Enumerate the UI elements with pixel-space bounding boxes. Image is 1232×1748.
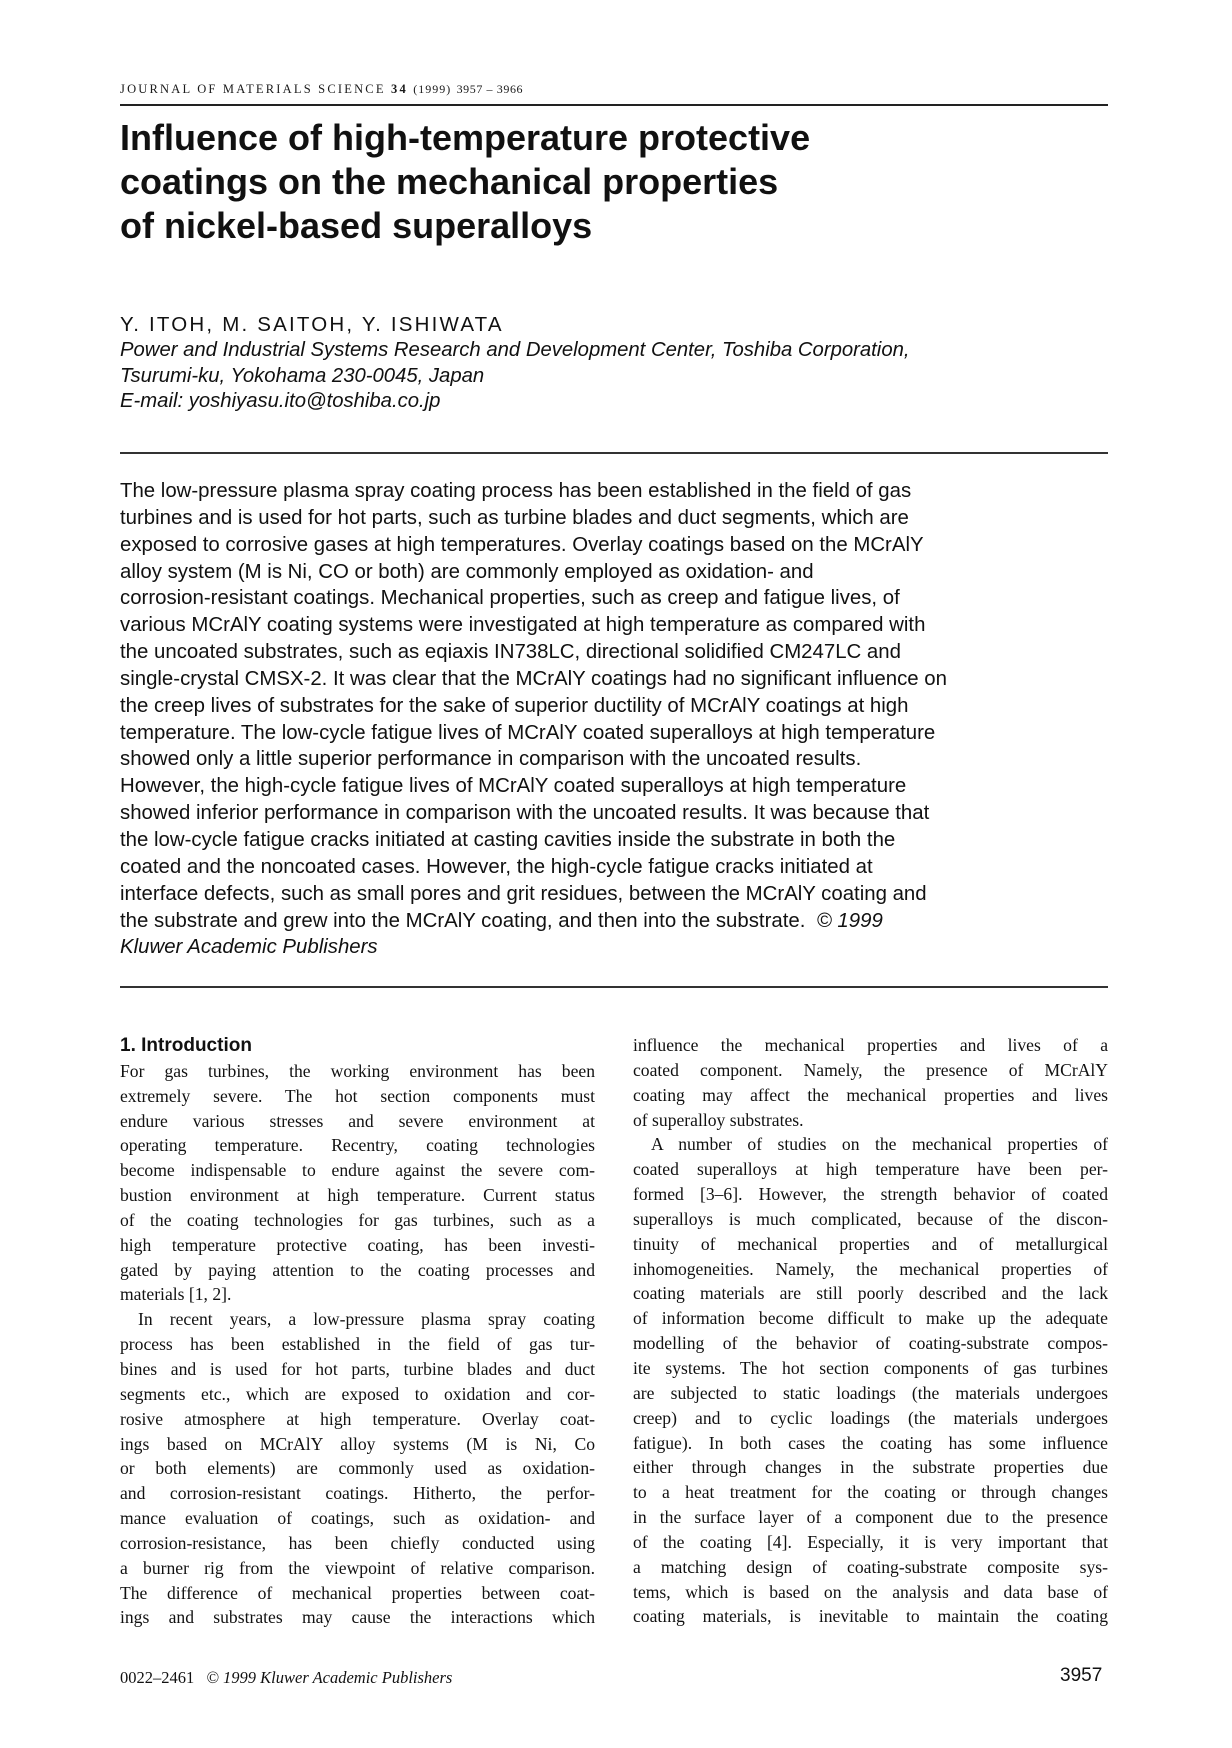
affiliation-line: Tsurumi-ku, Yokohama 230-0045, Japan	[120, 364, 485, 387]
body-line: gated by paying attention to the coating processes and	[120, 1259, 595, 1280]
body-line: coating materials, is inevitable to maintain the coating	[633, 1606, 1108, 1627]
paper-title	[120, 116, 1020, 248]
abstract-line: alloy system (M is Ni, CO or both) are commonly employed as oxidation- and	[120, 560, 814, 583]
header-rule	[120, 104, 1108, 106]
body-line: operating temperature. Recentry, coating technologies	[120, 1135, 595, 1156]
body-line: fatigue). In both cases the coating has some influence	[633, 1432, 1108, 1453]
body-line: mance evaluation of coatings, such as oxidation- and	[120, 1508, 595, 1529]
abstract-line: the creep lives of substrates for the sake of superior ductility of MCrAlY coatings at high	[120, 694, 909, 717]
abstract-line: single-crystal CMSX-2. It was clear that the MCrAlY coatings had no significant influence on	[120, 667, 947, 690]
body-line: of information become difficult to make up the adequate	[633, 1308, 1108, 1329]
body-line: extremely severe. The hot section components must	[120, 1085, 595, 1106]
abstract-line: the uncoated substrates, such as eqiaxis IN738LC, directional solidified CM247LC and	[120, 641, 901, 664]
abstract-line: The low-pressure plasma spray coating process has been established in the field of gas	[120, 480, 912, 502]
abstract-last-line	[120, 908, 1110, 935]
body-line: coated superalloys at high temperature have been per-	[633, 1159, 1108, 1180]
abstract-line: turbines and is used for hot parts, such as turbine blades and duct segments, which are	[120, 506, 909, 529]
journal-header	[120, 82, 523, 97]
body-line: tems, which is based on the analysis and data base of	[633, 1581, 1108, 1602]
body-line: bines and is used for hot parts, turbine blades and duct	[120, 1358, 595, 1379]
journal-pages: 3957 – 3966	[456, 82, 524, 96]
abstract-copyright: © 1999	[816, 909, 883, 932]
body-line: ings based on MCrAlY alloy systems (M is Ni, Co	[120, 1433, 595, 1454]
body-line: process has been established in the field of gas tur-	[120, 1334, 595, 1355]
body-line: are subjected to static loadings (the materials undergoes	[633, 1382, 1108, 1403]
body-line: formed [3–6]. However, the strength behavior of coated	[633, 1184, 1108, 1205]
abstract-top-rule	[120, 452, 1108, 454]
body-line: of the coating technologies for gas turbines, such as a	[120, 1209, 595, 1230]
abstract-line: However, the high-cycle fatigue lives of MCrAlY coated superalloys at high temperature	[120, 775, 907, 798]
body-line: of superalloy substrates.	[633, 1109, 804, 1130]
body-line: and corrosion-resistant coatings. Hitherto, the perfor-	[120, 1483, 595, 1504]
section-heading: 1. Introduction	[120, 1035, 252, 1056]
title-line: of nickel-based superalloys	[120, 205, 593, 246]
body-line: rosive atmosphere at high temperature. Overlay coat-	[120, 1408, 595, 1429]
body-line: high temperature protective coating, has been investi-	[120, 1234, 595, 1255]
footer-issn-line	[120, 1668, 452, 1688]
body-line: modelling of the behavior of coating-substrate compos-	[633, 1333, 1108, 1354]
abstract-line: corrosion-resistant coatings. Mechanical properties, such as creep and fatigue lives, of	[120, 587, 900, 610]
body-line: become indispensable to endure against the severe com-	[120, 1160, 595, 1181]
journal-name: JOURNAL OF MATERIALS SCIENCE	[120, 82, 386, 96]
title-line: Influence of high-temperature protective	[120, 117, 811, 158]
body-line: inhomogeneities. Namely, the mechanical properties of	[633, 1258, 1108, 1279]
body-line: a burner rig from the viewpoint of relative comparison.	[120, 1557, 595, 1578]
body-line: The difference of mechanical properties between coat-	[120, 1582, 595, 1603]
body-line: superalloys is much complicated, because of the discon-	[633, 1208, 1108, 1229]
footer-copyright: © 1999 Kluwer Academic Publishers	[206, 1668, 453, 1687]
author-list: Y. ITOH, M. SAITOH, Y. ISHIWATA	[120, 313, 504, 336]
body-line: coating materials are still poorly described and the lack	[633, 1283, 1108, 1304]
body-line: influence the mechanical properties and lives of a	[633, 1035, 1108, 1055]
body-line: creep) and to cyclic loadings (the materials undergoes	[633, 1407, 1108, 1428]
body-line: ings and substrates may cause the interactions which	[120, 1607, 595, 1628]
abstract-line: coated and the noncoated cases. However, the high-cycle fatigue cracks initiated at	[120, 855, 873, 878]
body-line: ite systems. The hot section components of gas turbines	[633, 1357, 1108, 1378]
abstract-bottom-rule	[120, 986, 1108, 988]
journal-volume: 34	[391, 82, 408, 96]
journal-year: (1999)	[413, 82, 452, 96]
abstract	[120, 478, 1110, 961]
body-line: of the coating [4]. Especially, it is very important that	[633, 1531, 1108, 1552]
abstract-publisher: Kluwer Academic Publishers	[120, 936, 378, 959]
left-column	[120, 1034, 595, 1630]
body-line: to a heat treatment for the coating or through changes	[633, 1482, 1108, 1503]
body-line: segments etc., which are exposed to oxidation and cor-	[120, 1383, 595, 1404]
body-line: or both elements) are commonly used as oxidation-	[120, 1458, 595, 1479]
right-column	[633, 1033, 1108, 1629]
body-line: In recent years, a low-pressure plasma spray coating	[138, 1309, 595, 1330]
body-line: endure various stresses and severe environment at	[120, 1110, 595, 1131]
body-line: either through changes in the substrate properties due	[633, 1457, 1108, 1478]
issn: 0022–2461	[120, 1668, 195, 1687]
body-line: coating may affect the mechanical properties and lives	[633, 1084, 1108, 1105]
abstract-line: various MCrAlY coating systems were investigated at high temperature as compared with	[120, 614, 926, 637]
body-line: A number of studies on the mechanical properties of	[651, 1134, 1108, 1155]
abstract-line: showed inferior performance in comparison with the uncoated results. It was because that	[120, 802, 930, 825]
page-number: 3957	[1060, 1665, 1103, 1686]
affiliation	[120, 338, 1110, 415]
body-line: For gas turbines, the working environment has been	[120, 1060, 595, 1081]
body-line: in the surface layer of a component due to the presence	[633, 1507, 1108, 1528]
body-line: tinuity of mechanical properties and of metallurgical	[633, 1233, 1108, 1254]
abstract-line: exposed to corrosive gases at high temperatures. Overlay coatings based on the MCrAlY	[120, 533, 924, 556]
abstract-line: the low-cycle fatigue cracks initiated at casting cavities inside the substrate in both the	[120, 828, 896, 851]
body-line: materials [1, 2].	[120, 1284, 232, 1305]
abstract-line: showed only a little superior performance in comparison with the uncoated results.	[120, 748, 862, 771]
body-line: bustion environment at high temperature. Current status	[120, 1185, 595, 1206]
email-line: E-mail: yoshiyasu.ito@toshiba.co.jp	[120, 390, 441, 412]
abstract-line: interface defects, such as small pores and grit residues, between the MCrAlY coating and	[120, 882, 927, 905]
affiliation-line: Power and Industrial Systems Research and Development Center, Toshiba Corporation,	[120, 339, 910, 361]
body-line: coated component. Namely, the presence of MCrAlY	[633, 1059, 1108, 1080]
abstract-line: temperature. The low-cycle fatigue lives of MCrAlY coated superalloys at high temperature	[120, 721, 936, 744]
body-line: corrosion-resistance, has been chiefly conducted using	[120, 1532, 595, 1553]
abstract-line-text: the substrate and grew into the MCrAlY coating, and then into the substrate.	[120, 909, 806, 932]
title-line: coatings on the mechanical properties	[120, 161, 779, 202]
body-line: a matching design of coating-substrate composite sys-	[633, 1556, 1108, 1577]
